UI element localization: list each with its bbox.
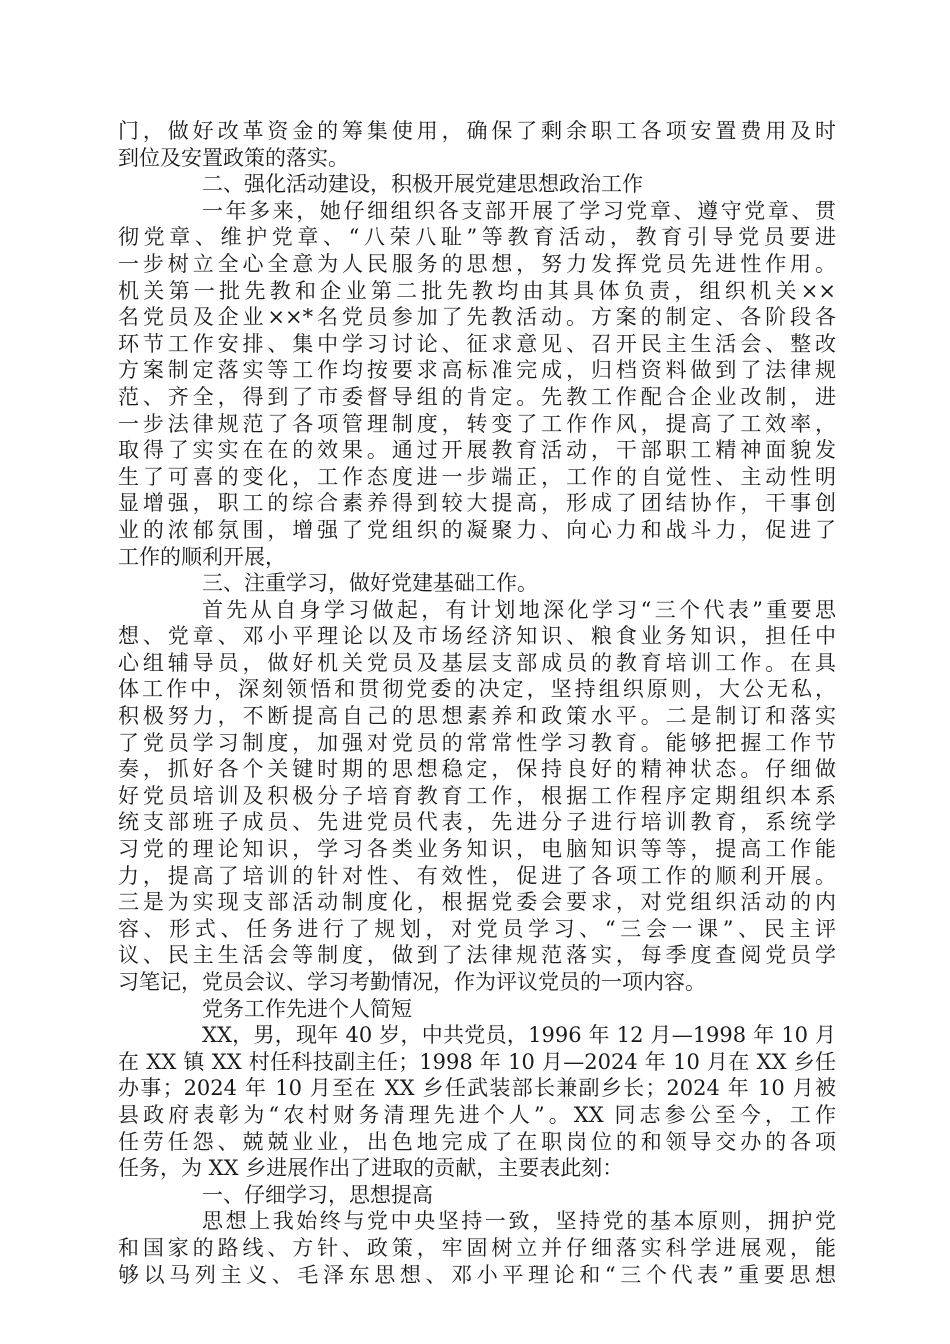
text-line: 习笔记，党员会议、学习考勤情况，作为评议党员的一项内容。 (118, 970, 706, 994)
paragraph-first-line: 党务工作先进个人简短 (202, 996, 412, 1021)
text-line: 积极努力，不断提高自己的思想素养和政策水平。二是制订和落实 (118, 704, 836, 729)
paragraph-first-line: 二、强化活动建设，积极开展党建思想政治工作 (202, 172, 643, 197)
text-line: 显增强，职工的综合素养得到较大提高，形成了团结协作，干事创 (118, 491, 836, 516)
text-line: 机关第一批先教和企业第二批先教均由其具体负责，组织机关×× (118, 278, 836, 303)
text-line: 习党的理论知识，学习各类业务知识，电脑知识等等，提高工作能 (118, 837, 836, 862)
text-line: 生了可喜的变化，工作态度进一步端正，工作的自觉性、主动性明 (118, 464, 836, 489)
text-line: 县政府表彰为“农村财务清理先进个人”。XX 同志参公至今，工作 (118, 1102, 836, 1127)
text-line: 议、民主生活会等制度，做到了法律规范落实，每季度查阅党员学 (118, 943, 836, 968)
text-line: 体工作中，深刻领悟和贯彻党委的决定，坚持组织原则，大公无私， (118, 677, 836, 702)
text-line: 任劳任怨、兢兢业业，出色地完成了在职岗位的和领导交办的各项 (118, 1129, 836, 1154)
paragraph-first-line: 首先从自身学习做起，有计划地深化学习“三个代表”重要思 (202, 597, 836, 622)
text-line: 了党员学习制度，加强对党员的常常性学习教育。能够把握工作节 (118, 730, 836, 755)
document-body (118, 118, 836, 1288)
text-line: 任务，为 XX 乡进展作出了进取的贡献，主要表此刻： (118, 1156, 624, 1181)
paragraph-first-line: 一年多来，她仔细组织各支部开展了学习党章、遵守党章、贯 (202, 198, 836, 223)
paragraph-first-line: 一、仔细学习，思想提高 (202, 1182, 433, 1207)
text-line: 范、齐全，得到了市委督导组的肯定。先教工作配合企业改制，进 (118, 384, 836, 409)
text-line: 和国家的路线、方针、政策，牢固树立并仔细落实科学进展观，能 (118, 1235, 836, 1260)
text-line: 够以马列主义、毛泽东思想、邓小平理论和“三个代表”重要思想 (118, 1262, 836, 1287)
text-line: 取得了实实在在的效果。通过开展教育活动，干部职工精神面貌发 (118, 438, 836, 463)
paragraph-first-line: 三、注重学习，做好党建基础工作。 (202, 571, 538, 596)
text-line: 彻党章、维护党章、“八荣八耻”等教育活动，教育引导党员要进 (118, 225, 836, 250)
text-line: 在 XX 镇 XX 村任科技副主任；1998 年 10 月—2024 年 10 月在 XX 乡任 (118, 1049, 836, 1074)
text-line: 好党员培训及积极分子培育教育工作，根据工作程序定期组织本系 (118, 783, 836, 808)
text-line: 统支部班子成员、先进党员代表，先进分子进行培训教育，系统学 (118, 810, 836, 835)
text-line: 环节工作安排、集中学习讨论、征求意见、召开民主生活会、整改 (118, 331, 836, 356)
text-line: 想、党章、邓小平理论以及市场经济知识、粮食业务知识，担任中 (118, 624, 836, 649)
text-line: 门，做好改革资金的筹集使用，确保了剩余职工各项安置费用及时 (118, 119, 836, 143)
text-line: 心组辅导员，做好机关党员及基层支部成员的教育培训工作。在具 (118, 650, 836, 675)
text-line: 方案制定落实等工作均按要求高标准完成，归档资料做到了法律规 (118, 358, 836, 383)
text-line: 办事；2024 年 10 月至在 XX 乡任武装部长兼副乡长；2024 年 10 月被 (118, 1076, 836, 1101)
paragraph-first-line: 思想上我始终与党中央坚持一致，坚持党的基本原则，拥护党 (202, 1209, 836, 1234)
text-line: 名党员及企业××*名党员参加了先教活动。方案的制定、各阶段各 (118, 305, 836, 330)
text-line: 奏，抓好各个关键时期的思想稳定，保持良好的精神状态。仔细做 (118, 757, 836, 782)
text-line: 业的浓郁氛围，增强了党组织的凝聚力、向心力和战斗力，促进了 (118, 517, 836, 542)
text-line: 三是为实现支部活动制度化，根据党委会要求，对党组织活动的内 (118, 890, 836, 915)
paragraph-first-line: XX，男，现年 40 岁，中共党员，1996 年 12 月—1998 年 10 月 (202, 1023, 836, 1048)
text-line: 一步法律规范了各项管理制度，转变了工作作风，提高了工效率， (118, 411, 836, 436)
text-line: 一步树立全心全意为人民服务的思想，努力发挥党员先进性作用。 (118, 251, 836, 276)
text-line: 容、形式、任务进行了规划，对党员学习、“三会一课”、民主评 (118, 916, 836, 941)
text-line: 工作的顺利开展， (118, 544, 286, 569)
text-line: 力，提高了培训的针对性、有效性，促进了各项工作的顺利开展。 (118, 863, 836, 888)
text-line: 到位及安置政策的落实。 (118, 145, 349, 170)
